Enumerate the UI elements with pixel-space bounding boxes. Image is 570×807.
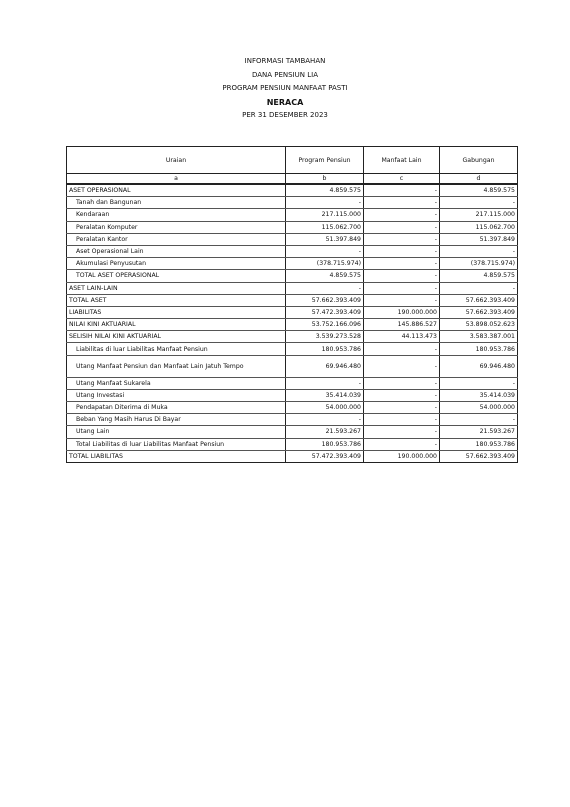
row-label: Utang Investasi [67, 389, 286, 401]
value-gabungan: - [440, 414, 518, 426]
col-letter-d: d [440, 174, 518, 185]
value-program-pensiun: 217.115.000 [286, 209, 364, 221]
column-letter-row [67, 174, 518, 185]
table-row [67, 270, 518, 282]
table-row [67, 294, 518, 306]
table-row [67, 414, 518, 426]
row-label: SELISIH NILAI KINI AKTUARIAL [67, 331, 286, 343]
table-row [67, 426, 518, 438]
value-manfaat-lain: - [364, 343, 440, 355]
table-row [67, 331, 518, 343]
value-gabungan: 54.000.000 [440, 402, 518, 414]
row-label: NILAI KINI AKTUARIAL [67, 319, 286, 331]
value-gabungan: 57.662.393.409 [440, 294, 518, 306]
value-manfaat-lain: - [364, 389, 440, 401]
report-header [0, 55, 570, 123]
row-label: Beban Yang Masih Harus Di Bayar [67, 414, 286, 426]
value-manfaat-lain: - [364, 197, 440, 209]
row-label: Pendapatan Diterima di Muka [67, 402, 286, 414]
value-gabungan: - [440, 245, 518, 257]
table-row [67, 389, 518, 401]
value-program-pensiun: 54.000.000 [286, 402, 364, 414]
value-manfaat-lain: 190.000.000 [364, 306, 440, 318]
row-label: TOTAL ASET OPERASIONAL [67, 270, 286, 282]
value-manfaat-lain: - [364, 426, 440, 438]
value-manfaat-lain: - [364, 270, 440, 282]
value-program-pensiun: 57.472.393.409 [286, 306, 364, 318]
value-gabungan: 69.946.480 [440, 355, 518, 377]
table-row [67, 343, 518, 355]
col-letter-c: c [364, 174, 440, 185]
value-program-pensiun: 35.414.039 [286, 389, 364, 401]
value-manfaat-lain: - [364, 245, 440, 257]
col-letter-a: a [67, 174, 286, 185]
row-label: TOTAL ASET [67, 294, 286, 306]
value-gabungan: 115.062.700 [440, 221, 518, 233]
header-line-1: INFORMASI TAMBAHAN [244, 57, 326, 65]
row-label: Peralatan Kantor [67, 233, 286, 245]
value-program-pensiun: - [286, 377, 364, 389]
value-program-pensiun: 53.752.166.096 [286, 319, 364, 331]
value-program-pensiun: 4.859.575 [286, 270, 364, 282]
value-gabungan: - [440, 197, 518, 209]
value-program-pensiun: 57.472.393.409 [286, 450, 364, 462]
row-label: Total Liabilitas di luar Liabilitas Manfaat Pensiun [67, 438, 286, 450]
value-gabungan: 4.859.575 [440, 184, 518, 197]
value-gabungan: 180.953.786 [440, 438, 518, 450]
row-label: ASET OPERASIONAL [67, 184, 286, 197]
value-program-pensiun: (378.715.974) [286, 258, 364, 270]
col-header-uraian: Uraian [67, 147, 286, 174]
table-row [67, 306, 518, 318]
value-manfaat-lain: 145.886.527 [364, 319, 440, 331]
value-manfaat-lain: - [364, 282, 440, 294]
row-label: Utang Manfaat Sukarela [67, 377, 286, 389]
value-manfaat-lain: - [364, 438, 440, 450]
value-gabungan: 53.898.052.623 [440, 319, 518, 331]
value-program-pensiun: - [286, 414, 364, 426]
value-manfaat-lain: - [364, 294, 440, 306]
value-program-pensiun: 180.953.786 [286, 438, 364, 450]
value-gabungan: 4.859.575 [440, 270, 518, 282]
table-row [67, 377, 518, 389]
value-gabungan: 57.662.393.409 [440, 306, 518, 318]
row-label: Liabilitas di luar Liabilitas Manfaat Pensiun [67, 343, 286, 355]
header-line-3: PROGRAM PENSIUN MANFAAT PASTI [222, 84, 348, 92]
table-row [67, 355, 518, 377]
value-gabungan: 3.583.387.001 [440, 331, 518, 343]
table-row [67, 209, 518, 221]
column-header-row [67, 147, 518, 174]
value-gabungan: 217.115.000 [440, 209, 518, 221]
value-manfaat-lain: 44.113.473 [364, 331, 440, 343]
table-row [67, 438, 518, 450]
value-gabungan: 51.397.849 [440, 233, 518, 245]
value-manfaat-lain: - [364, 233, 440, 245]
table-row [67, 402, 518, 414]
table-row [67, 245, 518, 257]
value-program-pensiun: - [286, 282, 364, 294]
row-label: ASET LAIN-LAIN [67, 282, 286, 294]
value-gabungan: 21.593.267 [440, 426, 518, 438]
row-label: Tanah dan Bangunan [67, 197, 286, 209]
value-manfaat-lain: - [364, 209, 440, 221]
value-program-pensiun: 180.953.786 [286, 343, 364, 355]
report-title: NERACA [266, 97, 304, 107]
value-program-pensiun: 51.397.849 [286, 233, 364, 245]
value-manfaat-lain: - [364, 402, 440, 414]
row-label: LIABILITAS [67, 306, 286, 318]
value-gabungan: - [440, 282, 518, 294]
value-program-pensiun: - [286, 197, 364, 209]
value-program-pensiun: 4.859.575 [286, 184, 364, 197]
value-manfaat-lain: - [364, 184, 440, 197]
col-letter-b: b [286, 174, 364, 185]
balance-sheet-table [66, 146, 518, 463]
value-gabungan: 180.953.786 [440, 343, 518, 355]
value-manfaat-lain: - [364, 377, 440, 389]
table-row [67, 319, 518, 331]
value-manfaat-lain: - [364, 414, 440, 426]
row-label: Utang Lain [67, 426, 286, 438]
table-row [67, 197, 518, 209]
value-program-pensiun: 57.662.393.409 [286, 294, 364, 306]
col-header-manfaat-lain: Manfaat Lain [364, 147, 440, 174]
row-label: Aset Operasional Lain [67, 245, 286, 257]
row-label: Utang Manfaat Pensiun dan Manfaat Lain Jatuh Tempo [67, 355, 286, 377]
table-row [67, 221, 518, 233]
row-label: Akumulasi Penyusutan [67, 258, 286, 270]
value-manfaat-lain: - [364, 221, 440, 233]
col-header-program-pensiun: Program Pensiun [286, 147, 364, 174]
row-label: Kendaraan [67, 209, 286, 221]
value-program-pensiun: 21.593.267 [286, 426, 364, 438]
value-program-pensiun: 115.062.700 [286, 221, 364, 233]
row-label: TOTAL LIABILITAS [67, 450, 286, 462]
table-row [67, 258, 518, 270]
value-manfaat-lain: - [364, 355, 440, 377]
value-manfaat-lain: - [364, 258, 440, 270]
report-period: PER 31 DESEMBER 2023 [242, 111, 328, 119]
table-row [67, 233, 518, 245]
value-gabungan: 57.662.393.409 [440, 450, 518, 462]
header-line-2: DANA PENSIUN LIA [251, 70, 319, 79]
value-program-pensiun: - [286, 245, 364, 257]
row-label: Peralatan Komputer [67, 221, 286, 233]
value-manfaat-lain: 190.000.000 [364, 450, 440, 462]
value-gabungan: (378.715.974) [440, 258, 518, 270]
col-header-gabungan: Gabungan [440, 147, 518, 174]
value-program-pensiun: 3.539.273.528 [286, 331, 364, 343]
value-gabungan: - [440, 377, 518, 389]
value-program-pensiun: 69.946.480 [286, 355, 364, 377]
table-row [67, 450, 518, 462]
table-row [67, 184, 518, 197]
value-gabungan: 35.414.039 [440, 389, 518, 401]
table-row [67, 282, 518, 294]
